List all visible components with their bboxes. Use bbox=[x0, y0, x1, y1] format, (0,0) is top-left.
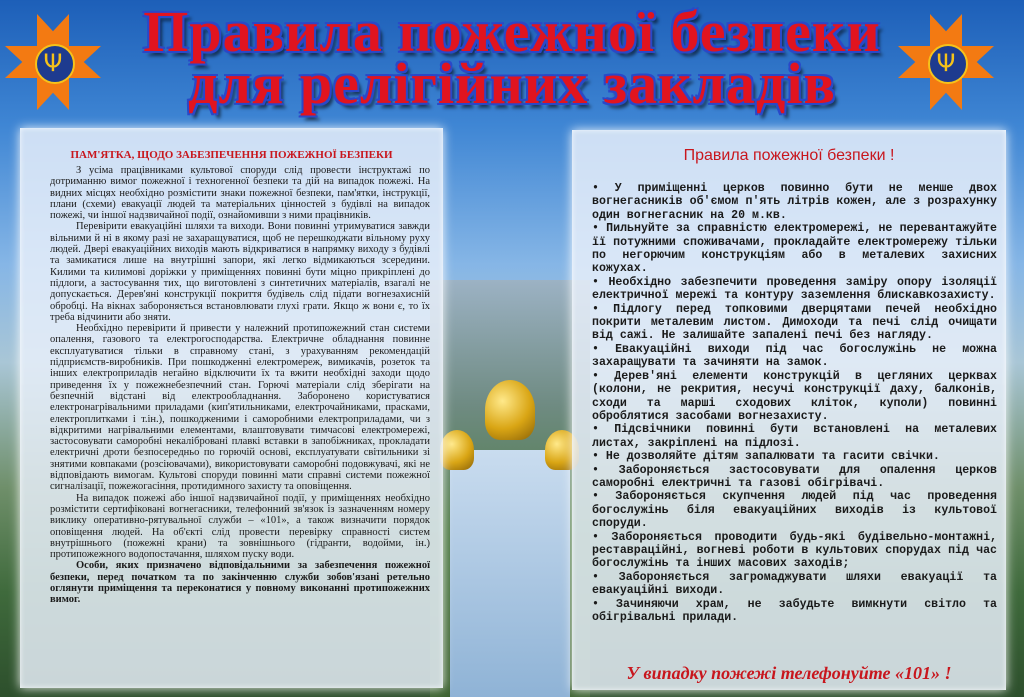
trident-icon: Ψ bbox=[936, 49, 956, 77]
memo-panel bbox=[20, 128, 443, 688]
memo-text bbox=[50, 165, 430, 606]
rule-item: • Забороняється скупчення людей під час проведення богослужінь біля евакуаційних виходів із культової споруди. bbox=[592, 490, 997, 531]
rule-item: • Пильнуйте за справністю електромережі, не перевантажуйте її потужними споживачами, прокладайте електромережу тільки по негорючим конструкціям або в металевих захисних кожухах. bbox=[592, 222, 997, 276]
emergency-phone-notice: У випадку пожежі телефонуйте «101» ! bbox=[626, 663, 952, 683]
memo-paragraph: З усіма працівниками культової споруди слід провести інструктажі по дотриманню вимог пожежної і техногенної безпеки та дій на випадок пожежі. На видних місцях необхідно розмістити знаки пожежної безпеки, пам'ятки, інструкції, плани (схеми) евакуації людей та матеріальних цінностей з будівлі на випадок пожежі, чи іншої надзвичайної події, ознайомивши з ними працівників. bbox=[50, 165, 430, 222]
rule-item: • У приміщенні церков повинно бути не менше двох вогнегасників об'ємом п'ять літрів кожен, але з розрахунку один вогнегасник на 20 м.кв. bbox=[592, 182, 997, 222]
memo-paragraph: Необхідно перевірити й привести у належний протипожежний стан системи опалення, газового та електрогосподарства. Електричне обладнання повинне експлуатуватися тільки в справному стані, з урахуванням рекомендацій підприємств-виробників. При пошкодженні електромереж, вимикачів, розеток та інших електроприладів негайно відключити їх та вжити необхідні заходи щодо приведення їх у пожежнебезпечний стан. Горючі матеріали слід зберігати на безпечній відстані від електрообладнання. Заборонено користуватися електронагрівальними приладами (кип'ятильниками, електрочайниками, прасками, електроплитками і т.ін.), пошкодженими і саморобними електроприладами, чи з відкритими нагрівальними елементами, влаштовувати тимчасові електромережі, застосовувати саморобні некалібровані плавкі вставки в запобіжниках, прокладати електричні дроти безпосередньо по горючій основі, експлуатувати світильники зі знятими ковпаками (розсіювачами), використовувати саморобні подовжувачі, які не відповідають вимогам. Культові споруди повинні мати справні системи пожежної сигналізації, пожежогасіння, протидимного захисту та оповіщення. bbox=[50, 323, 430, 493]
cathedral-photo bbox=[430, 280, 590, 697]
memo-paragraph: Особи, яких призначено відповідальними за забезпечення пожежної безпеки, перед початком та по закінченню служби зобов'язані ретельно оглянути приміщення та переконатися у повному виконанні протипожежних вимог. bbox=[50, 560, 430, 606]
page-title-line2: для релігійних закладів bbox=[188, 51, 836, 116]
rule-item: • Забороняється загромаджувати шляхи евакуації та евакуаційні виходи. bbox=[592, 570, 997, 598]
rule-item: • Евакуаційні виходи під час богослужінь не можна захаращувати та зачиняти на замок. bbox=[592, 342, 997, 370]
memo-paragraph: На випадок пожежі або іншої надзвичайної події, у приміщеннях необхідно розмістити сертифіковані вогнегасники, телефонний зв'язок із зазначенням номеру виклику оперативно-рятувальної служби – «101», а також визначити порядок оповіщення людей. На об'єкті слід провести перевірку справності систем внутрішнього (пожежні крани) та зовнішнього (гідранти, водойми, ін.) протипожежного водопостачання, шляхом пуску води. bbox=[50, 492, 430, 561]
page-title-line1: Правила пожежної безпеки bbox=[143, 0, 881, 64]
rule-item: • Дерев'яні елементи конструкцій в цегляних церквах (колони, не рекрития, несучі конструкції даху, балконів, сходи та марші сходових кліток, куполи) повинні оброблятися засобами вогнезахисту. bbox=[592, 369, 997, 423]
rule-item: • Необхідно забезпечити проведення заміру опору ізоляції електричної мережі та контуру заземлення блискавкозахисту. bbox=[592, 275, 997, 303]
trident-icon: Ψ bbox=[43, 49, 63, 77]
rule-item: • Не дозволяйте дітям запалювати та гасити свічки. bbox=[592, 450, 940, 464]
golden-dome bbox=[440, 430, 474, 470]
rule-item: • Забороняється проводити будь-які будівельно-монтажні, реставраційні, вогневі роботи в культових спорудах під час богослужінь та інших масових заходів; bbox=[592, 530, 997, 571]
rules-panel bbox=[572, 130, 1006, 690]
rule-item: • Зачиняючи храм, не забудьте вимкнути світло та обігрівальні прилади. bbox=[592, 597, 997, 624]
rules-heading: Правила пожежної безпеки ! bbox=[683, 147, 895, 164]
rule-item: • Підлогу перед топковими дверцятами печей необхідно покрити металевим листом. Димоходи та печі слід очищати від сажі. Не залишайте запалені печі без нагляду. bbox=[592, 302, 997, 343]
emergency-service-emblem-left bbox=[5, 14, 101, 110]
memo-heading: ПАМ'ЯТКА, ЩОДО ЗАБЕЗПЕЧЕННЯ ПОЖЕЖНОЇ БЕЗПЕКИ bbox=[70, 149, 393, 161]
memo-paragraph: Перевірити евакуаційні шляхи та виходи. Вони повинні утримуватися завжди вільними й ні в якому разі не захаращуватися, щоб не перешкоджати вільному руху людей. Двері евакуаційних виходів мають відкриватися в напрямку виходу з будівлі та замикатися лише на внутрішні запори, які легко відмикаються зсередини. Килими та килимові доріжки у приміщеннях повинні бути міцно прикріплені до підлоги, а застосування тих, що виготовлені з синтетичних матеріалів, взагалі не допускається. Дерев'яні конструкції покриття будівель слід підати вогнезахисній обробці. На вікнах забороняється встановлювати глухі грати. Якщо ж вони є, то їх треба відчинити або зняти. bbox=[50, 221, 430, 323]
golden-dome bbox=[485, 380, 535, 440]
rule-item: • Підсвічники повинні бути встановлені на металевих листах, закріплені на підлозі. bbox=[592, 423, 997, 450]
cathedral-wall bbox=[450, 450, 570, 697]
rules-list bbox=[592, 182, 997, 624]
rule-item: • Забороняється застосовувати для опалення церков саморобні електричні та газові обігрівачі. bbox=[592, 463, 997, 490]
